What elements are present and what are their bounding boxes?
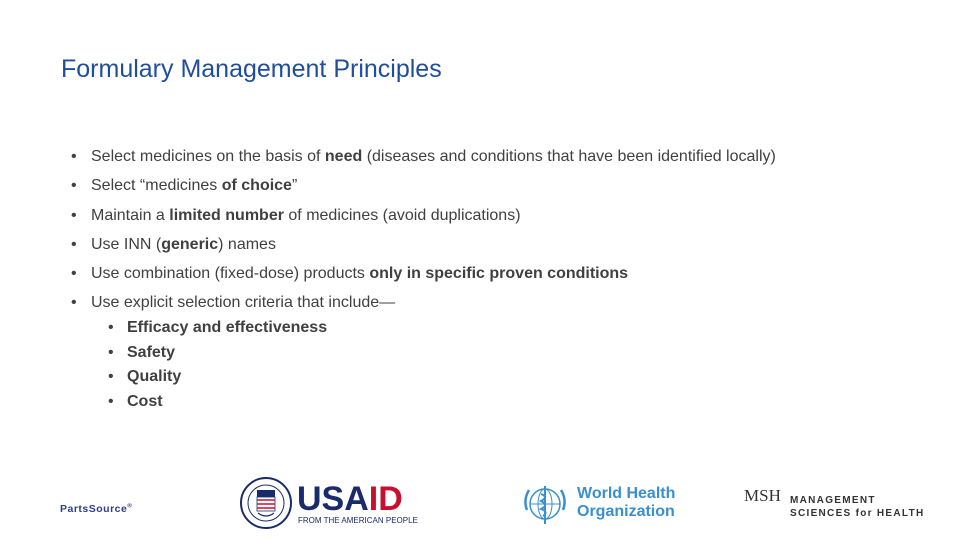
bullet-marker: • (108, 319, 114, 336)
slide-title: Formulary Management Principles (61, 55, 442, 83)
sub-bullet-item (108, 318, 327, 343)
bullet-marker: • (108, 343, 114, 361)
who-wordmark: World Health Organization (577, 485, 676, 520)
msh-wordmark: MANAGEMENT SCIENCES for HEALTH (790, 495, 925, 519)
bullet-emphasis: limited number (169, 206, 284, 224)
bullet-item (71, 175, 931, 204)
bullet-emphasis: of choice (221, 177, 292, 195)
bullet-text: Use INN ( (91, 235, 162, 253)
who-emblem-icon (521, 480, 569, 528)
sub-bullet-text: Quality (127, 368, 182, 385)
bullet-text: Use combination (fixed-dose) products (91, 265, 370, 283)
bullet-text: ) names (218, 235, 276, 253)
sub-bullet-text: Cost (127, 392, 163, 410)
msh-mark: MSH (744, 486, 781, 505)
bullet-text: ” (291, 177, 298, 195)
sub-bullet-text: Safety (127, 343, 176, 361)
bullet-marker: • (71, 235, 77, 253)
usaid-wordmark: USAID (297, 480, 403, 518)
bullet-item (71, 263, 931, 292)
usaid-tagline: FROM THE AMERICAN PEOPLE (298, 516, 418, 525)
bullet-text: Use explicit selection criteria that include— (91, 294, 396, 312)
bullet-marker: • (71, 265, 77, 283)
bullet-text: (diseases and conditions that have been identified locally) (362, 148, 776, 165)
sub-bullet-item (108, 367, 327, 392)
bullet-emphasis: need (324, 148, 363, 165)
bullet-item (71, 234, 931, 263)
partssource-logo: PartsSource® (60, 503, 133, 515)
bullet-text: Select medicines on the basis of (91, 148, 325, 165)
bullet-item (71, 205, 931, 234)
bullet-marker: • (108, 392, 114, 410)
bullet-text: Select “medicines (91, 177, 222, 195)
bullet-text: Maintain a (91, 206, 170, 224)
sub-bullet-item (108, 392, 327, 417)
usaid-seal-icon (240, 477, 292, 529)
bullet-marker: • (71, 206, 77, 224)
sub-bullet-text: Efficacy and effectiveness (127, 319, 328, 336)
bullet-text: of medicines (avoid duplications) (283, 206, 521, 224)
bullet-item (71, 146, 931, 175)
bullet-marker: • (71, 148, 77, 165)
bullet-marker: • (71, 177, 77, 195)
bullet-list (71, 146, 931, 322)
bullet-marker: • (71, 294, 77, 312)
sub-bullet-item (108, 343, 327, 368)
bullet-marker: • (108, 368, 114, 385)
sub-bullet-list (108, 318, 327, 416)
bullet-emphasis: generic (161, 235, 219, 253)
bullet-emphasis: only in specific proven conditions (369, 265, 629, 283)
